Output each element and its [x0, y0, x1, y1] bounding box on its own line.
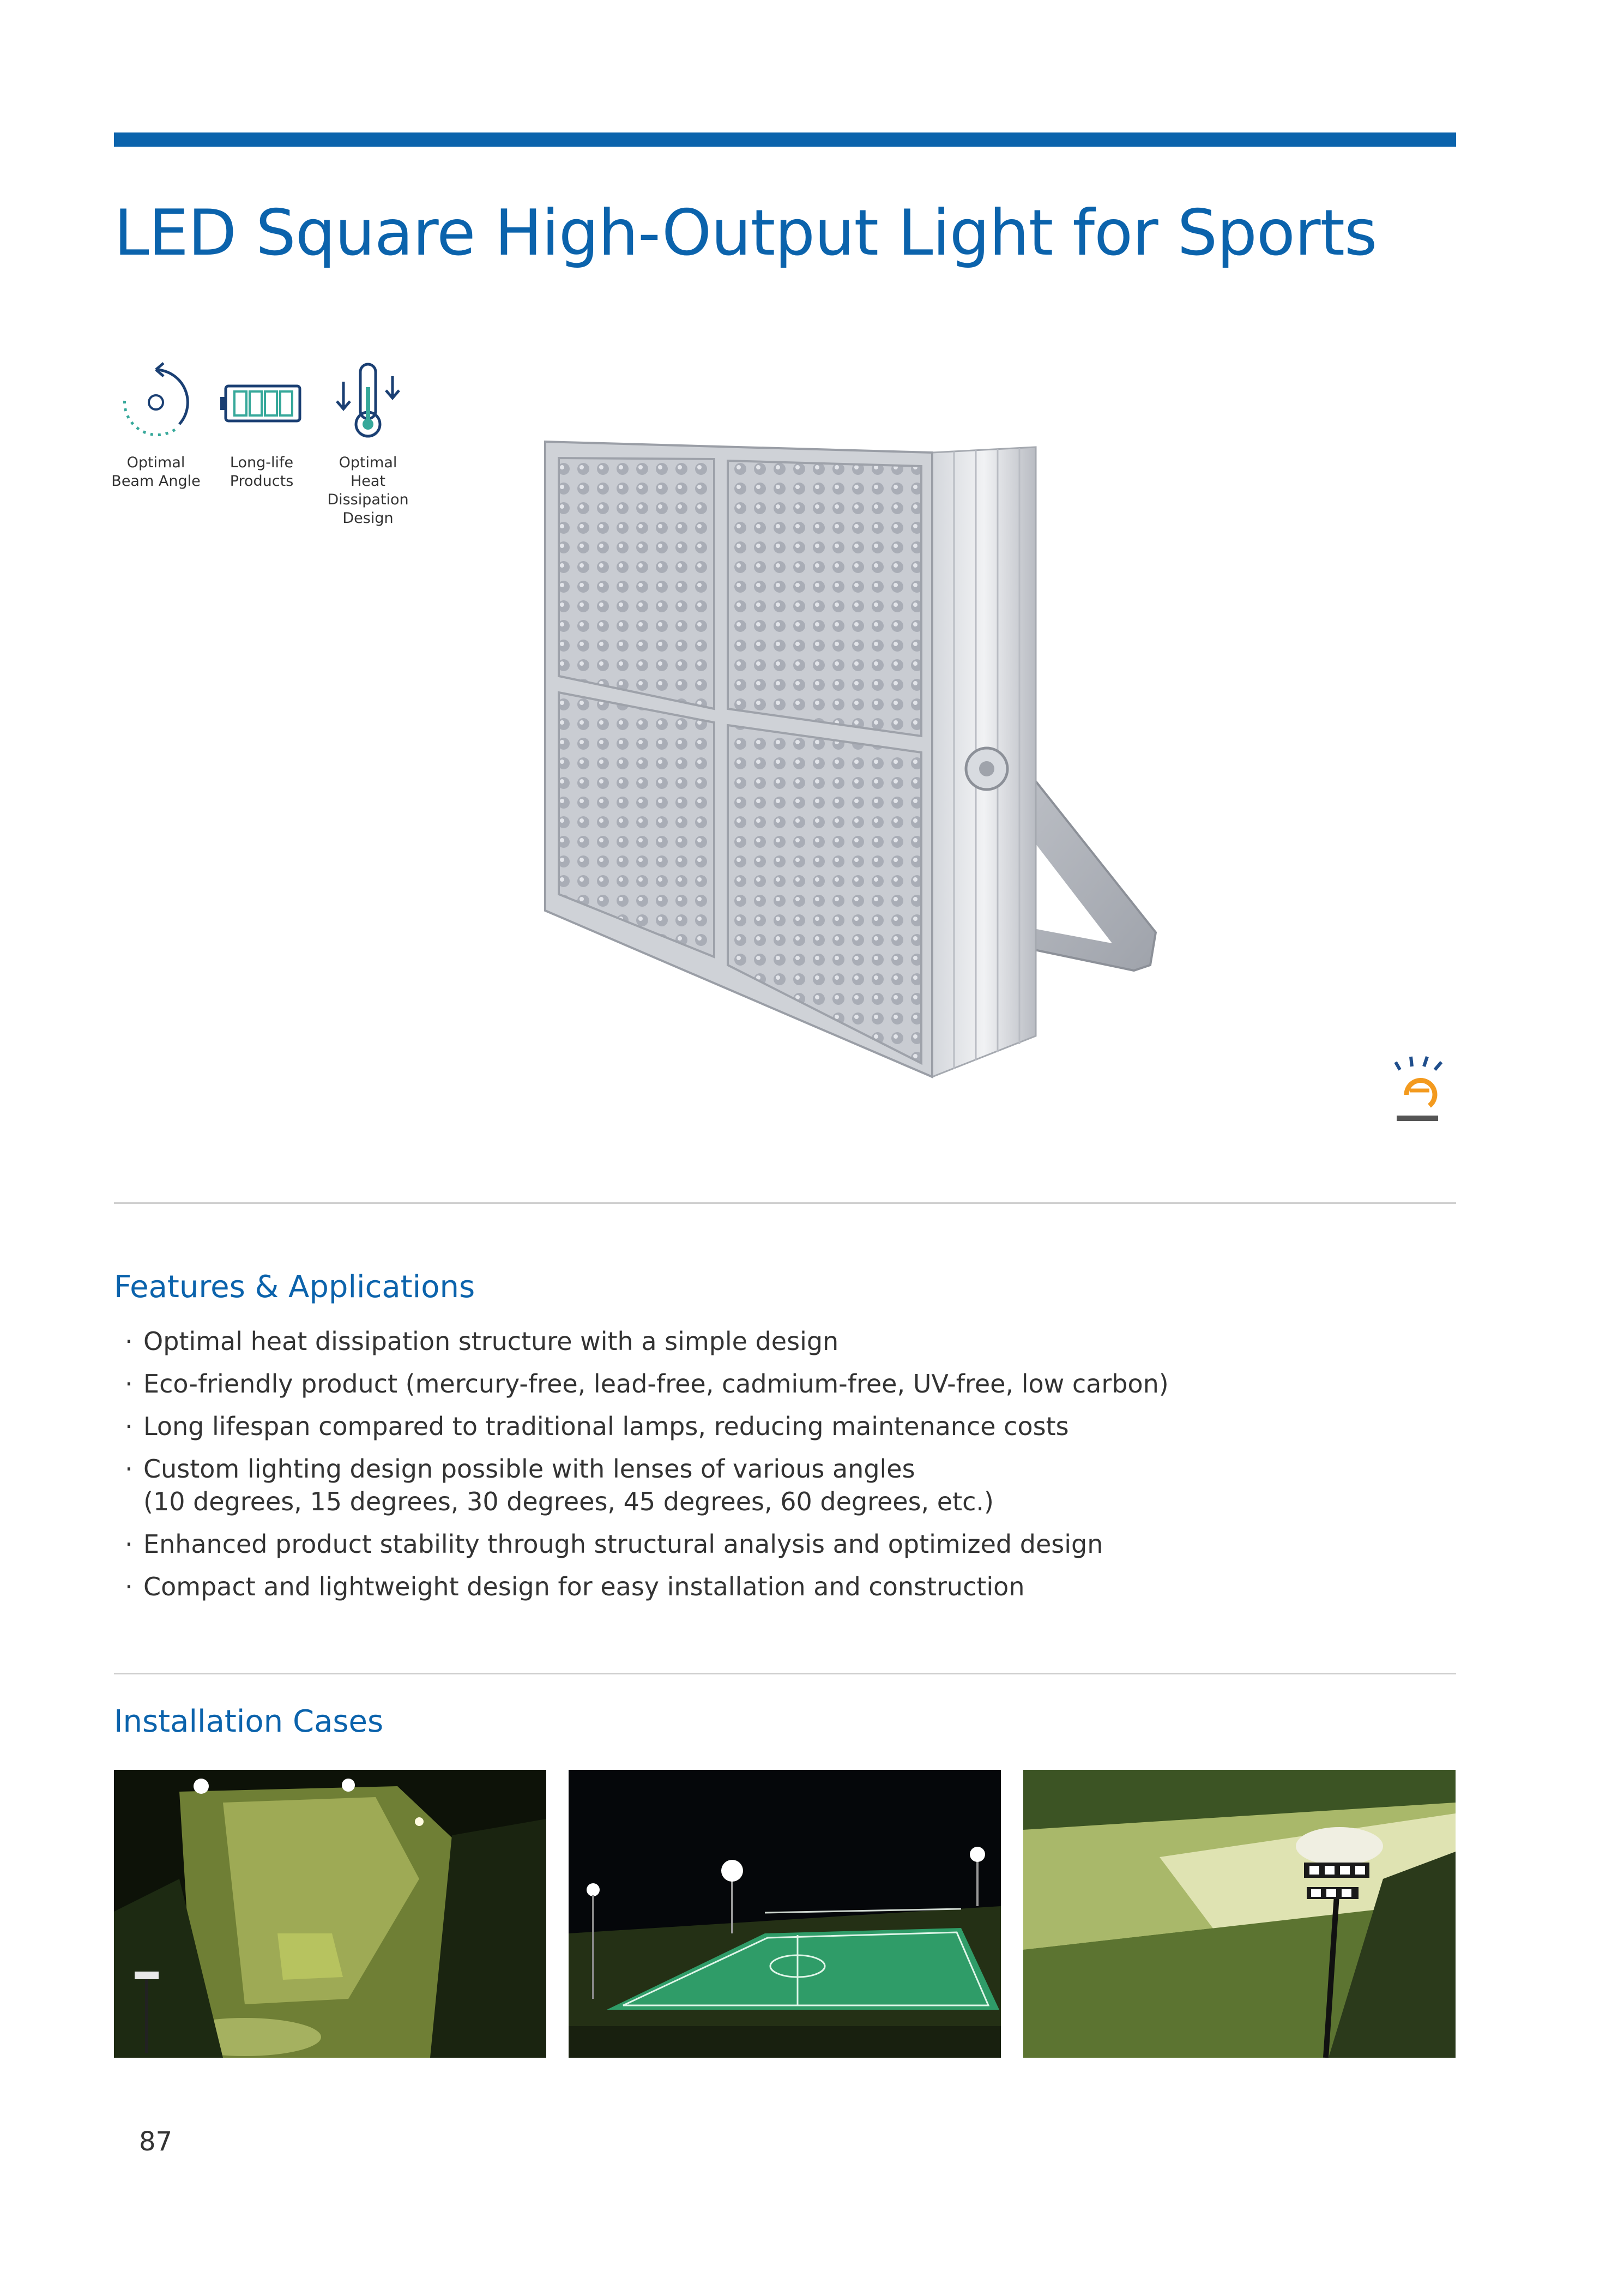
soccer-field-night-photo — [569, 1770, 1001, 2058]
feature-icon-label: Long-life Products — [230, 454, 294, 490]
thermometer-icon — [327, 360, 409, 442]
list-item: · Optimal heat dissipation structure with a simple design — [123, 1325, 1169, 1358]
top-accent-bar — [114, 132, 1456, 147]
list-item: · Custom lighting design possible with lenses of various angles (10 degrees, 15 degrees, 30 degrees, 45 degrees, 60 degrees, etc.) — [123, 1453, 1169, 1518]
list-item: · Long lifespan compared to traditional lamps, reducing maintenance costs — [123, 1410, 1169, 1443]
list-item: · Enhanced product stability through structural analysis and optimized design — [123, 1528, 1169, 1560]
section-divider — [114, 1673, 1456, 1674]
product-image — [534, 420, 1199, 1093]
page-title: LED Square High-Output Light for Sports — [114, 196, 1377, 270]
brand-logo — [1385, 1052, 1450, 1129]
features-heading: Features & Applications — [114, 1269, 475, 1305]
feature-icon-label: Optimal Beam Angle — [111, 454, 201, 490]
feature-icon-long-life — [207, 360, 316, 491]
golf-course-night-photo — [114, 1770, 546, 2058]
page-number: 87 — [139, 2126, 173, 2157]
feature-icon-beam-angle — [101, 360, 210, 491]
list-item: · Compact and lightweight design for easy installation and construction — [123, 1570, 1169, 1603]
led-floodlight-illustration — [534, 420, 1199, 1090]
beam-angle-icon — [115, 360, 197, 442]
feature-icon-label: Optimal Heat Dissipation Design — [327, 454, 409, 527]
features-list — [123, 1325, 1169, 1613]
list-item: · Eco-friendly product (mercury-free, lead-free, cadmium-free, UV-free, low carbon) — [123, 1367, 1169, 1400]
installation-heading: Installation Cases — [114, 1704, 384, 1739]
golf-green-night-photo — [1023, 1770, 1456, 2058]
section-divider — [114, 1202, 1456, 1204]
feature-icon-heat-dissipation — [313, 360, 422, 528]
battery-icon — [218, 360, 305, 442]
